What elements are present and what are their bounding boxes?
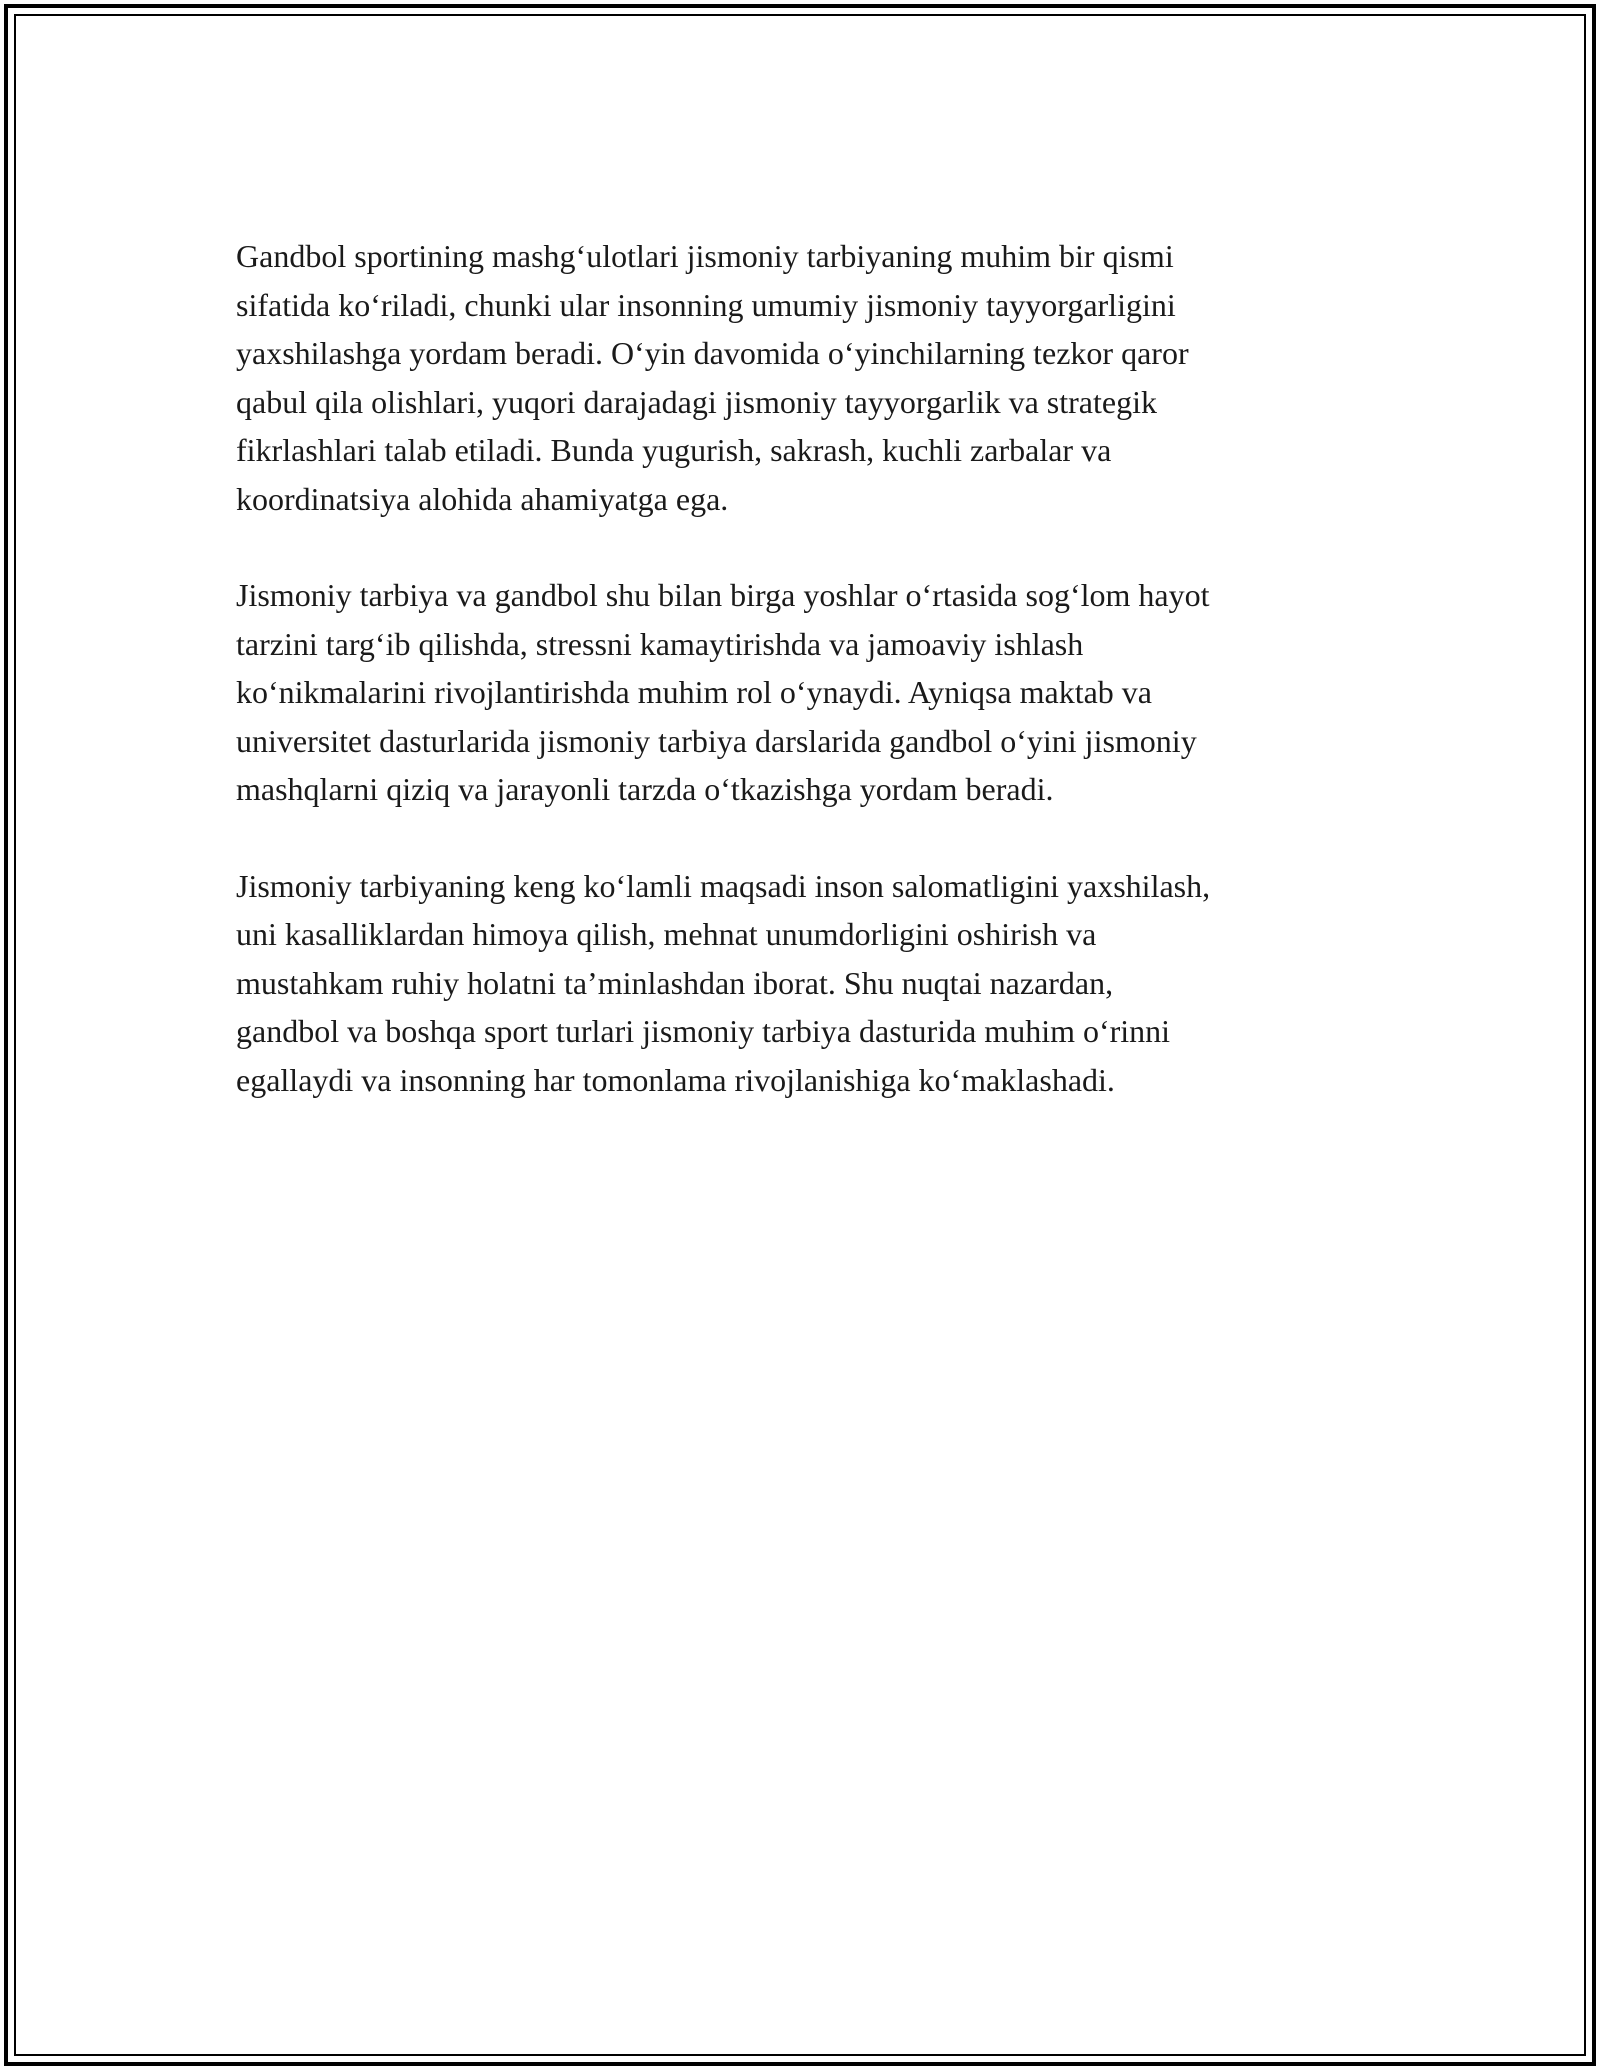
paragraph-line: gandbol va boshqa sport turlari jismoniy tarbiya dasturida muhim o‘rinni [236,1013,1171,1049]
paragraph-3 [236,862,1366,1105]
paragraph-line: mustahkam ruhiy holatni ta’minlashdan iborat. Shu nuqtai nazardan, [236,964,1114,1001]
paragraph-line: Gandbol sportining mashg‘ulotlari jismoniy tarbiyaning muhim bir qismi [236,238,1174,274]
paragraph-line: mashqlarni qiziq va jarayonli tarzda o‘tkazishga yordam beradi. [236,771,1054,807]
paragraph-line: Jismoniy tarbiya va gandbol shu bilan birga yoshlar o‘rtasida sog‘lom hayot [236,577,1210,613]
paragraph-1 [236,232,1366,523]
paragraph-2 [236,571,1366,814]
paragraph-line: ko‘nikmalarini rivojlantirishda muhim rol o‘ynaydi. Ayniqsa maktab va [236,674,1152,710]
paragraph-line: fikrlashlari talab etiladi. Bunda yugurish, sakrash, kuchli zarbalar va [236,432,1112,468]
document-body [236,232,1366,1152]
paragraph-line: tarzini targ‘ib qilishda, stressni kamaytirishda va jamoaviy ishlash [236,625,1084,662]
paragraph-line: yaxshilashga yordam beradi. O‘yin davomida o‘yinchilarning tezkor qaror [236,335,1189,371]
paragraph-line: qabul qila olishlari, yuqori darajadagi jismoniy tayyorgarlik va strategik [236,383,1157,420]
paragraph-line: sifatida ko‘riladi, chunki ular insonning umumiy jismoniy tayyorgarligini [236,286,1176,323]
paragraph-line: koordinatsiya alohida ahamiyatga ega. [236,480,729,517]
paragraph-line: egallaydi va insonning har tomonlama rivojlanishiga ko‘maklashadi. [236,1061,1115,1098]
paragraph-line: uni kasalliklardan himoya qilish, mehnat unumdorligini oshirish va [236,916,1097,952]
paragraph-line: universitet dasturlarida jismoniy tarbiya darslarida gandbol o‘yini jismoniy [236,722,1197,759]
paragraph-line: Jismoniy tarbiyaning keng ko‘lamli maqsadi inson salomatligini yaxshilash, [236,867,1211,904]
